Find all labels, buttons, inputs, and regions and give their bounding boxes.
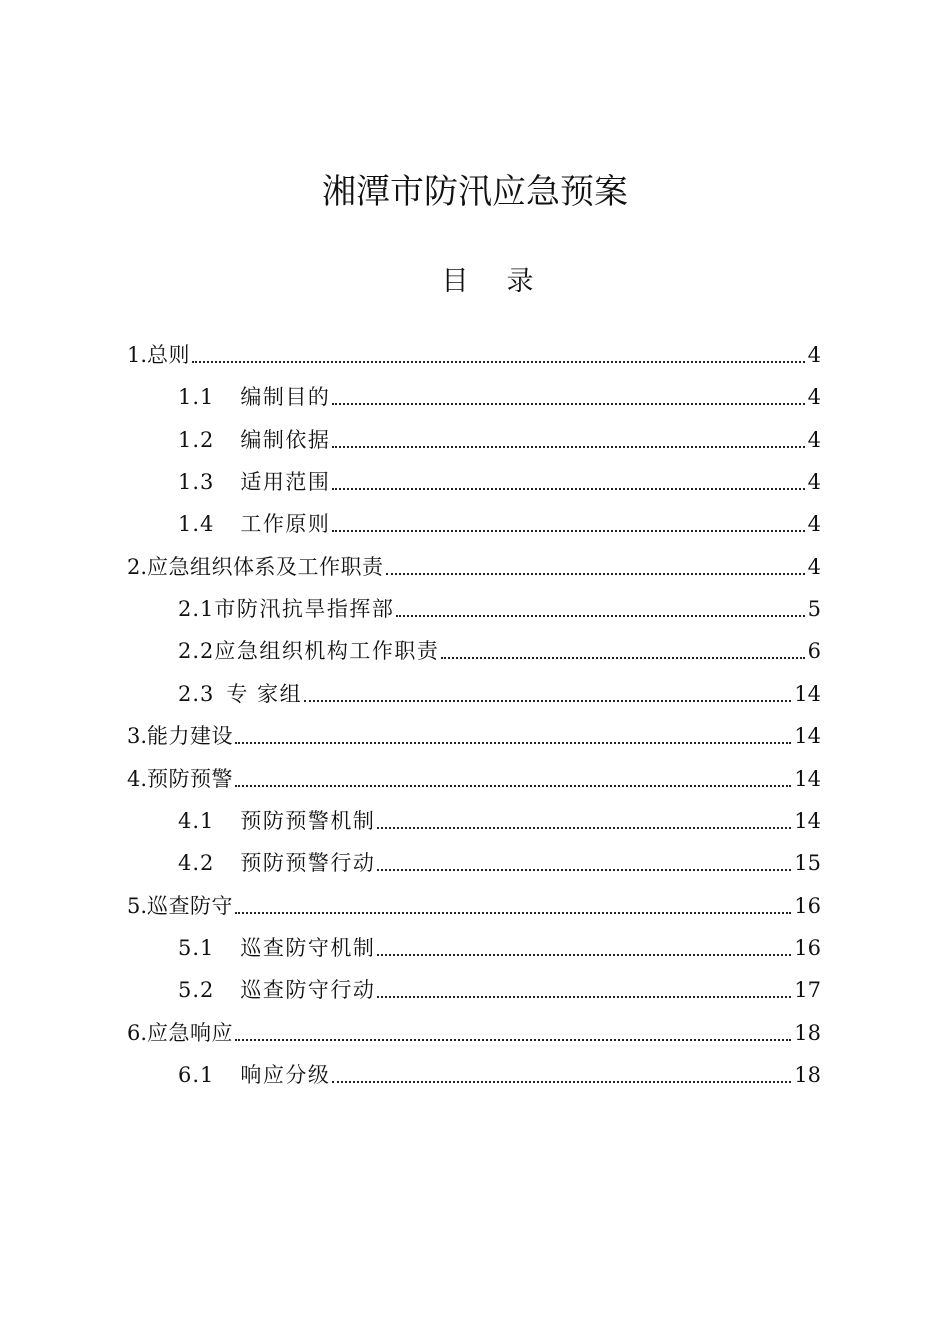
toc-heading-char: 录 — [506, 266, 534, 297]
toc-entry-label: 应急组织机构工作职责 — [214, 639, 440, 664]
toc-entry-label: 巡查防守行动 — [240, 978, 376, 1003]
toc-entry[interactable] — [127, 1006, 821, 1048]
toc-leader-dots — [377, 953, 791, 956]
document-title: 湘潭市防汛应急预案 — [322, 172, 628, 212]
toc-entry-label: 适用范围 — [240, 470, 331, 495]
toc-leader-dots — [235, 784, 791, 787]
toc-leader-dots — [304, 699, 791, 702]
toc-entry-number: 2. — [127, 554, 148, 579]
toc-entry-number: 6.1 — [178, 1062, 215, 1087]
toc-entry[interactable] — [178, 1048, 821, 1090]
toc-entry-page: 4 — [807, 427, 821, 452]
toc-entry[interactable] — [178, 413, 821, 455]
toc-entry[interactable] — [178, 370, 821, 412]
toc-entry[interactable] — [178, 836, 821, 878]
toc-entry-page: 5 — [807, 597, 821, 622]
toc-entry-label: 市防汛抗旱指挥部 — [214, 597, 395, 622]
toc-entry-page: 4 — [807, 470, 821, 495]
toc-entry[interactable] — [127, 540, 821, 582]
toc-entry-label: 巡查防守机制 — [240, 935, 376, 960]
toc-leader-dots — [235, 741, 791, 744]
toc-leader-dots — [332, 529, 804, 532]
toc-entry[interactable] — [178, 667, 821, 709]
toc-leader-dots — [377, 826, 791, 829]
toc-entry-page: 15 — [794, 851, 821, 876]
toc-entry-page: 4 — [807, 385, 821, 410]
toc-leader-dots — [377, 995, 791, 998]
toc-entry-number: 4.1 — [178, 808, 215, 833]
toc-entry-page: 4 — [807, 343, 821, 367]
toc-entry-number: 2.2 — [178, 639, 215, 664]
toc-entry[interactable] — [178, 921, 821, 963]
toc-entry-label: 编制目的 — [240, 385, 331, 410]
toc-entry-number: 1.4 — [178, 512, 215, 537]
toc-entry[interactable] — [127, 879, 821, 921]
toc-entry-label: 总则 — [147, 343, 191, 367]
toc-entry-number: 3. — [127, 724, 148, 749]
toc-heading — [0, 262, 950, 302]
toc-leader-dots — [235, 1038, 791, 1041]
toc-entry-number: 2.3 — [178, 681, 215, 706]
toc-heading-char: 目 — [441, 266, 469, 297]
toc-entry-number: 1. — [127, 343, 148, 367]
toc-entry-page: 4 — [807, 554, 821, 579]
toc-entry-label: 预防预警机制 — [240, 808, 376, 833]
toc-entry[interactable] — [178, 497, 821, 539]
toc-entry[interactable] — [127, 328, 821, 370]
toc-entry-number: 1.1 — [178, 385, 215, 410]
toc-entry-label: 响应分级 — [240, 1062, 331, 1087]
toc-leader-dots — [332, 1080, 791, 1083]
toc-entry-label: 应急响应 — [147, 1020, 234, 1045]
toc-entry-number: 1.2 — [178, 427, 215, 452]
toc-entry[interactable] — [127, 752, 821, 794]
toc-entry-label: 编制依据 — [240, 427, 331, 452]
toc-entry-page: 16 — [794, 935, 821, 960]
toc-entry-number: 2.1 — [178, 597, 215, 622]
toc-entry[interactable] — [178, 624, 821, 666]
toc-entry-number: 5.1 — [178, 935, 215, 960]
toc-entry-label: 专 家组 — [226, 681, 303, 706]
toc-entry-number: 4.2 — [178, 851, 215, 876]
toc-entry-label: 预防预警行动 — [240, 851, 376, 876]
toc-leader-dots — [332, 487, 804, 490]
toc-entry-number: 4. — [127, 766, 148, 791]
toc-entry[interactable] — [178, 794, 821, 836]
toc-leader-dots — [396, 614, 804, 617]
toc-entry-label: 巡查防守 — [147, 893, 234, 918]
toc-leader-dots — [377, 868, 791, 871]
toc-leader-dots — [192, 360, 805, 363]
toc-entry-page: 14 — [794, 724, 821, 749]
toc-entry-page: 17 — [794, 978, 821, 1003]
toc-entry[interactable] — [127, 709, 821, 751]
toc-entry-page: 14 — [794, 681, 821, 706]
toc-entry[interactable] — [178, 582, 821, 624]
toc-entry[interactable] — [178, 963, 821, 1005]
toc-entry-page: 6 — [807, 639, 821, 664]
toc-entry-number: 1.3 — [178, 470, 215, 495]
toc-entry[interactable] — [178, 455, 821, 497]
toc-leader-dots — [332, 402, 804, 405]
toc-entry-label: 预防预警 — [147, 766, 234, 791]
toc-entry-page: 16 — [794, 893, 821, 918]
toc-entry-page: 18 — [794, 1062, 821, 1087]
toc-entry-page: 18 — [794, 1020, 821, 1045]
toc-entry-label: 工作原则 — [240, 512, 331, 537]
toc-entry-label: 能力建设 — [147, 724, 234, 749]
toc-entry-number: 6. — [127, 1020, 148, 1045]
toc-entry-number: 5. — [127, 893, 148, 918]
toc-entry-page: 14 — [794, 808, 821, 833]
toc-entry-page: 4 — [807, 512, 821, 537]
toc-entry-label: 应急组织体系及工作职责 — [147, 554, 384, 579]
toc-leader-dots — [332, 445, 804, 448]
toc-leader-dots — [386, 572, 805, 575]
toc-leader-dots — [235, 911, 791, 914]
toc-entry-number: 5.2 — [178, 978, 215, 1003]
toc-entry-page: 14 — [794, 766, 821, 791]
toc-leader-dots — [441, 656, 804, 659]
